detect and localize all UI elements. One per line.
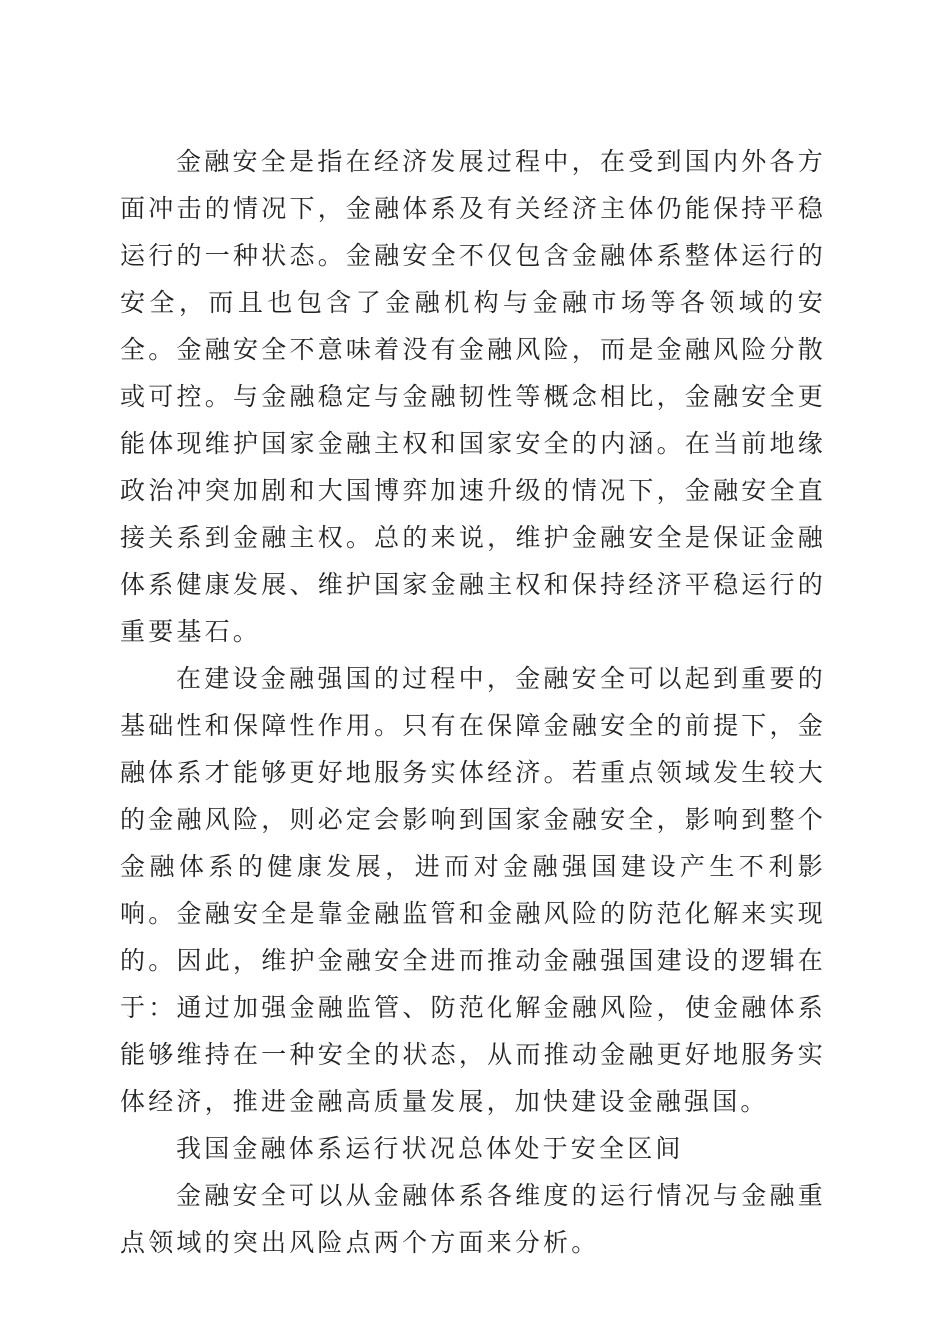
section-heading: 我国金融体系运行状况总体处于安全区间 [176, 1134, 684, 1163]
document-page [120, 138, 826, 1266]
body-paragraph-3: 金融安全可以从金融体系各维度的运行情况与金融重点领域的突出风险点两个方面来分析。 [120, 1181, 826, 1257]
body-paragraph-1: 金融安全是指在经济发展过程中，在受到国内外各方面冲击的情况下，金融体系及有关经济主体仍能保持平稳运行的一种状态。金融安全不仅包含金融体系整体运行的安全，而且也包含了金融机构与金融市场等各领域的安全。金融安全不意味着没有金融风险，而是金融风险分散或可控。与金融稳定与金融韧性等概念相比，金融安全更能体现维护国家金融主权和国家安全的内涵。在当前地缘政治冲突加剧和大国博弈加速升级的情况下，金融安全直接关系到金融主权。总的来说，维护金融安全是保证金融体系健康发展、维护国家金融主权和保持经济平稳运行的重要基石。 [120, 147, 826, 646]
body-paragraph-2: 在建设金融强国的过程中，金融安全可以起到重要的基础性和保障性作用。只有在保障金融安全的前提下，金融体系才能够更好地服务实体经济。若重点领域发生较大的金融风险，则必定会影响到国家金融安全，影响到整个金融体系的健康发展，进而对金融强国建设产生不利影响。金融安全是靠金融监管和金融风险的防范化解来实现的。因此，维护金融安全进而推动金融强国建设的逻辑在于：通过加强金融监管、防范化解金融风险，使金融体系能够维持在一种安全的状态，从而推动金融更好地服务实体经济，推进金融高质量发展，加快建设金融强国。 [120, 664, 826, 1116]
